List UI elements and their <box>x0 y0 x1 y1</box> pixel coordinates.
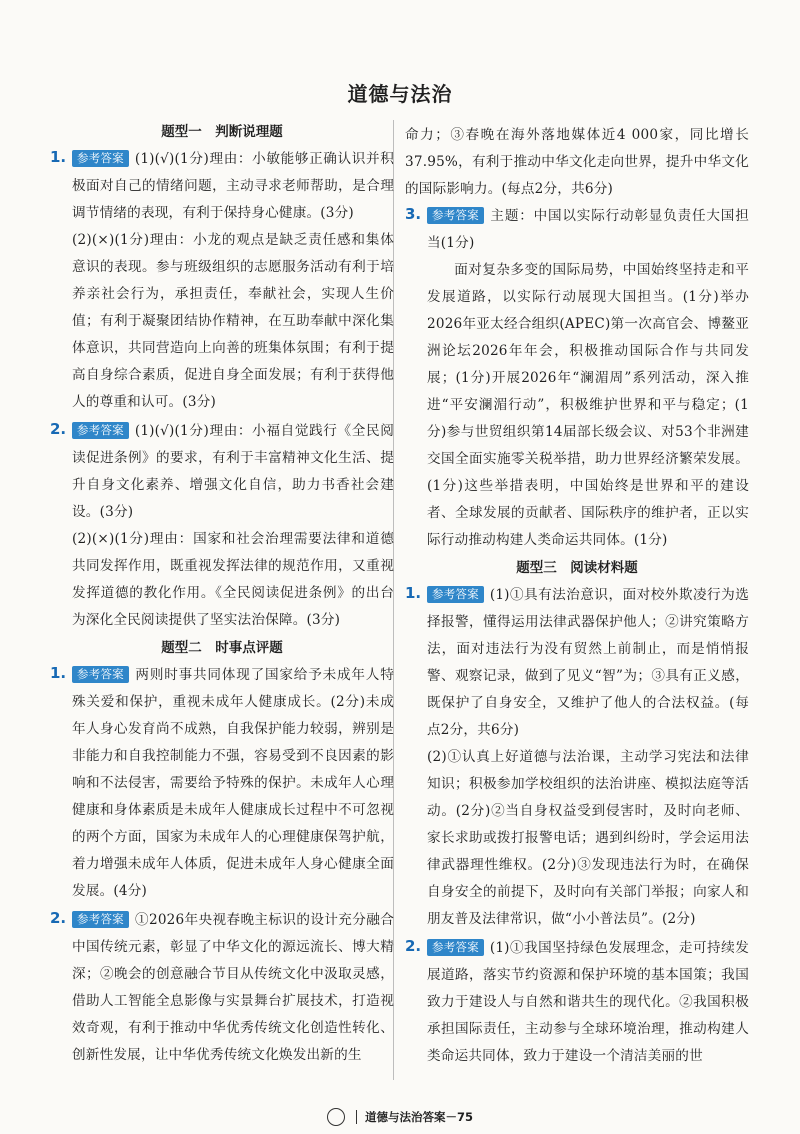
answer-text: 参考答案 (1)①我国坚持绿色发展理念，走可持续发展道路，落实节约资源和保护环境的基本国策；我国致力于建设人与自然和谐共生的现代化。②我国积极承担国际责任，主动参与全球环境治理，推动构建人类命运共同体，致力于建设一个清洁美丽的世 <box>427 940 749 1064</box>
question-number: 3. <box>405 205 422 223</box>
question-number: 1. <box>50 664 67 682</box>
answer-text: (2)(×)(1分)理由：小龙的观点是缺乏责任感和集体意识的表现。参与班级组织的志愿服务活动有利于培养亲社会行为，承担责任，奉献社会，实现人生价值；有利于凝聚团结协作精神，在互助奉献中深化集体意识，共同营造向上向善的班集体氛围；有利于提高自身综合素质，促进自身全面发展；有利于获得他人的尊重和认可。(3分) <box>72 232 394 410</box>
answer-text: 参考答案 ①2026年央视春晚主标识的设计充分融合中国传统元素，彰显了中华文化的源远流长、博大精深；②晚会的创意融合节目从传统文化中汲取灵感，借助人工智能全息影像与实景舞台扩展技术，打造视效奇观，有利于推动中华优秀传统文化创造性转化、创新性发展，让中华优秀传统文化焕发出新的生 <box>72 912 394 1063</box>
reference-answer-tag: 参考答案 <box>427 939 484 956</box>
answer-text: (2)①认真上好道德与法治课，主动学习宪法和法律知识；积极参加学校组织的法治讲座、模拟法庭等活动。(2分)②当自身权益受到侵害时，及时向老师、家长求助或拨打报警电话；遇到纠纷时，学会运用法律武器理性维权。(2分)③发现违法行为时，在确保自身安全的前提下，及时向有关部门举报；向家人和朋友普及法律常识，做“小小普法员”。(2分) <box>427 749 749 927</box>
page-footer <box>0 1108 800 1126</box>
reference-answer-tag: 参考答案 <box>72 911 129 928</box>
reference-answer-tag: 参考答案 <box>72 422 129 439</box>
reference-answer-tag: 参考答案 <box>72 150 129 167</box>
right-column <box>405 122 749 1072</box>
reference-answer-tag: 参考答案 <box>427 586 484 603</box>
answer-item <box>50 907 394 1069</box>
answer-text: 参考答案 (1)(√)(1分)理由：小敏能够正确认识并积极面对自己的情绪问题，主动寻求老师帮助，是合理调节情绪的表现，有利于保持身心健康。(3分) <box>72 151 394 221</box>
reference-answer-tag: 参考答案 <box>427 207 484 224</box>
answer-item <box>405 582 749 933</box>
question-number: 1. <box>405 584 422 602</box>
footer-separator <box>356 1110 357 1124</box>
question-number: 2. <box>405 937 422 955</box>
question-number: 2. <box>50 909 67 927</box>
section-title-judgment: 题型一 判断说理题 <box>161 124 283 140</box>
answer-item <box>405 935 749 1070</box>
section-title-reading: 题型三 阅读材料题 <box>516 560 638 576</box>
page-title: 道德与法治 <box>347 82 453 106</box>
publisher-logo-icon <box>327 1108 345 1126</box>
question-number: 2. <box>50 420 67 438</box>
answer-text: 参考答案 两则时事共同体现了国家给予未成年人特殊关爱和保护，重视未成年人健康成长。(2分)未成年人身心发育尚不成熟，自我保护能力较弱，辨别是非能力和自我控制能力不强，容易受到不良因素的影响和不法侵害，需要给予特殊的保护。未成年人心理健康和身体素质是未成年人健康成长过程中不可忽视的两个方面，国家为未成年人的心理健康保驾护航，着力增强未成年人体质，促进未成年人身心健康全面发展。(4分) <box>72 667 394 899</box>
answer-text: 参考答案 主题：中国以实际行动彰显负责任大国担当(1分) <box>427 208 749 251</box>
section-title-current-affairs: 题型二 时事点评题 <box>161 640 283 656</box>
page-number-label: 道德与法治答案－75 <box>364 1110 473 1124</box>
answer-text: (2)(×)(1分)理由：国家和社会治理需要法律和道德共同发挥作用，既重视发挥法律的规范作用，又重视发挥道德的教化作用。《全民阅读促进条例》的出台为深化全民阅读提供了坚实法治保障。(3分) <box>72 531 394 628</box>
answer-item <box>50 662 394 905</box>
reference-answer-tag: 参考答案 <box>72 666 129 683</box>
answer-item <box>50 418 394 634</box>
question-number: 1. <box>50 148 67 166</box>
answer-item <box>405 203 749 554</box>
answer-text-continued: 命力；③春晚在海外落地媒体近4 000家，同比增长37.95%，有利于推动中华文化走向世界，提升中华文化的国际影响力。(每点2分，共6分) <box>405 127 749 197</box>
answer-text: 面对复杂多变的国际局势，中国始终坚持走和平发展道路，以实际行动展现大国担当。(1分)举办2026年亚太经合组织(APEC)第一次高官会、博鳌亚洲论坛2026年年会，积极推动国际合作与共同发展；(1分)开展2026年“澜湄周”系列活动，深入推进“平安澜湄行动”，积极维护世界和平与稳定；(1分)参与世贸组织第14届部长级会议、对53个非洲建交国全面实施零关税举措，助力世界经济繁荣发展。(1分)这些举措表明，中国始终是世界和平的建设者、全球发展的贡献者、国际秩序的维护者，正以实际行动推动构建人类命运共同体。(1分) <box>427 262 749 548</box>
answer-text: 参考答案 (1)(√)(1分)理由：小福自觉践行《全民阅读促进条例》的要求，有利于丰富精神文化生活、提升自身文化素养、增强文化自信，助力书香社会建设。(3分) <box>72 423 394 520</box>
left-column <box>50 120 394 1071</box>
answer-text: 参考答案 (1)①具有法治意识，面对校外欺凌行为选择报警，懂得运用法律武器保护他人；②讲究策略方法，面对违法行为没有贸然上前制止，而是悄悄报警、观察记录，做到了见义“智”为；③具有正义感，既保护了自身安全，又维护了他人的合法权益。(每点2分，共6分) <box>427 587 749 738</box>
answer-item <box>50 146 394 416</box>
